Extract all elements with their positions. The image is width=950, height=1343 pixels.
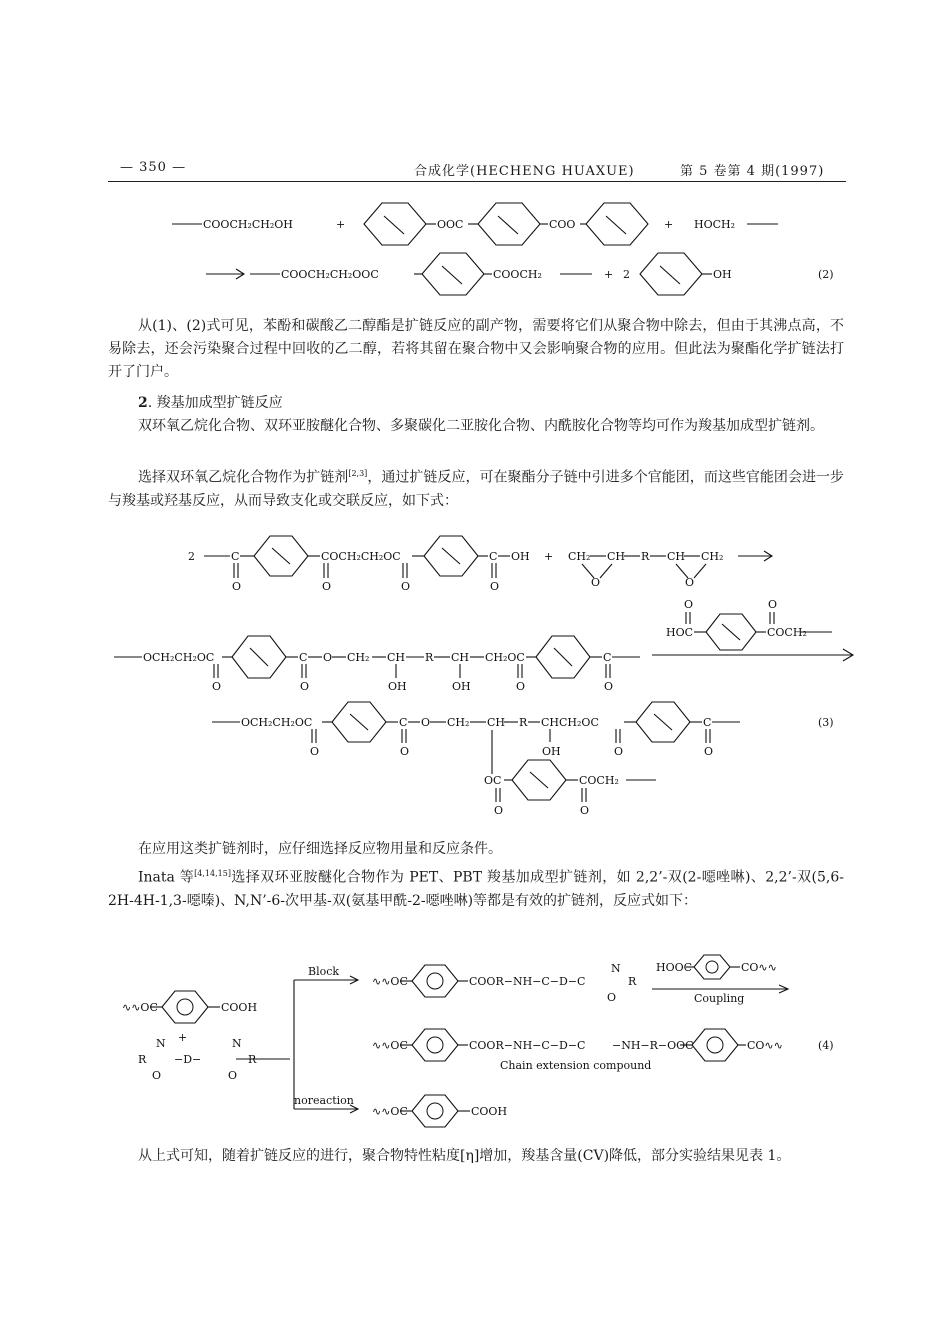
svg-text:R: R bbox=[248, 1053, 257, 1066]
svg-text:−D−: −D− bbox=[174, 1053, 202, 1066]
svg-text:OH: OH bbox=[388, 680, 407, 693]
paragraph-conditions: 在应用这类扩链剂时，应仔细选择反应物用量和反应条件。 bbox=[138, 841, 502, 857]
svg-text:COCH₂: COCH₂ bbox=[767, 626, 807, 639]
svg-text:+: + bbox=[604, 268, 614, 281]
svg-text:N: N bbox=[611, 962, 621, 975]
svg-text:O: O bbox=[607, 991, 617, 1004]
svg-text:OCH₂CH₂OC: OCH₂CH₂OC bbox=[241, 716, 313, 729]
svg-text:COOCH₂: COOCH₂ bbox=[493, 268, 542, 281]
svg-text:COCH₂CH₂OC: COCH₂CH₂OC bbox=[321, 550, 401, 563]
svg-text:COOCH₂CH₂OOC: COOCH₂CH₂OOC bbox=[281, 268, 379, 281]
svg-text:∿∿OC: ∿∿OC bbox=[372, 975, 408, 988]
svg-text:O: O bbox=[323, 651, 333, 664]
svg-text:C: C bbox=[231, 550, 240, 563]
svg-text:C: C bbox=[603, 651, 612, 664]
svg-text:O: O bbox=[401, 580, 411, 593]
svg-text:O: O bbox=[685, 576, 695, 589]
svg-text:CH: CH bbox=[607, 550, 626, 563]
svg-text:O: O bbox=[494, 804, 504, 817]
svg-text:HOCH₂: HOCH₂ bbox=[694, 218, 736, 231]
svg-text:OCH₂CH₂OC: OCH₂CH₂OC bbox=[143, 651, 215, 664]
svg-text:C: C bbox=[399, 716, 408, 729]
svg-text:C: C bbox=[489, 550, 498, 563]
paragraph-inata bbox=[108, 862, 844, 913]
paragraph-inata-text-b: 选择双环亚胺醚化合物作为 PET、PBT 羧基加成型扩链剂，如 2,2’-双(2-噁唑啉)、2,2’-双(5,6-2H-4H-1,3-噁嗪)、N,N’-6-次甲基-双(氨基甲酰-2-噁唑啉)等都是有效的扩链剂，反应式如下： bbox=[108, 869, 844, 909]
svg-text:O: O bbox=[212, 680, 222, 693]
svg-text:N: N bbox=[156, 1037, 166, 1050]
section-title: 羧基加成型扩链反应 bbox=[156, 395, 283, 411]
svg-text:O: O bbox=[604, 680, 614, 693]
svg-text:OH: OH bbox=[511, 550, 530, 563]
svg-text:Coupling: Coupling bbox=[694, 992, 745, 1005]
paragraph-epoxy bbox=[108, 462, 844, 513]
svg-text:R: R bbox=[519, 716, 528, 729]
svg-text:HOOC: HOOC bbox=[656, 961, 693, 974]
svg-text:HOC: HOC bbox=[666, 626, 694, 639]
svg-text:R: R bbox=[641, 550, 650, 563]
svg-text:CHCH₂OC: CHCH₂OC bbox=[541, 716, 599, 729]
svg-text:(4): (4) bbox=[818, 1039, 834, 1052]
paragraph-results: 从上式可知，随着扩链反应的进行，聚合物特性粘度[η]增加，羧基含量(CV)降低，部分实验结果见表 1。 bbox=[138, 1148, 791, 1164]
svg-text:+: + bbox=[336, 218, 346, 231]
svg-text:CH: CH bbox=[487, 716, 506, 729]
paragraph-extenders: 双环氧乙烷化合物、双环亚胺醚化合物、多聚碳化二亚胺化合物、内酰胺化合物等均可作为羧基加成型扩链剂。 bbox=[138, 418, 824, 434]
svg-text:O: O bbox=[300, 680, 310, 693]
svg-text:O: O bbox=[152, 1069, 162, 1082]
svg-text:+: + bbox=[544, 550, 554, 563]
svg-text:(3): (3) bbox=[818, 716, 834, 729]
svg-text:O: O bbox=[516, 680, 526, 693]
equation-3 bbox=[0, 528, 950, 828]
journal-title: 合成化学(HECHENG HUAXUE) bbox=[414, 164, 635, 179]
svg-text:CH₂: CH₂ bbox=[347, 651, 370, 664]
svg-text:CH₂: CH₂ bbox=[447, 716, 470, 729]
svg-text:COCH₂: COCH₂ bbox=[579, 774, 619, 787]
svg-text:∿∿OC: ∿∿OC bbox=[372, 1039, 408, 1052]
svg-text:O: O bbox=[322, 580, 332, 593]
paragraph-inata-text-a: Inata 等 bbox=[138, 869, 195, 886]
svg-text:COO: COO bbox=[549, 218, 576, 231]
svg-text:O: O bbox=[490, 580, 500, 593]
svg-text:−NH−R−OOC: −NH−R−OOC bbox=[612, 1039, 694, 1052]
svg-text:O: O bbox=[310, 745, 320, 758]
svg-text:CH: CH bbox=[451, 651, 470, 664]
svg-text:2: 2 bbox=[188, 550, 195, 563]
page-number: — 350 — bbox=[120, 160, 187, 175]
svg-text:O: O bbox=[768, 598, 778, 611]
paragraph-byproducts: 从(1)、(2)式可见，苯酚和碳酸乙二醇酯是扩链反应的副产物，需要将它们从聚合物中除去，但由于其沸点高，不易除去，还会污染聚合过程中回收的乙二醇，若将其留在聚合物中又会影响聚合物的应用。但此法为聚酯化学扩链法打开了门户。 bbox=[108, 318, 844, 380]
svg-text:CO∿∿: CO∿∿ bbox=[741, 961, 777, 974]
svg-text:C: C bbox=[299, 651, 308, 664]
svg-text:O: O bbox=[614, 745, 624, 758]
svg-text:N: N bbox=[232, 1037, 242, 1050]
section-number: 2 bbox=[138, 395, 148, 411]
citation-4-14-15: [4,14,15] bbox=[194, 869, 231, 878]
svg-text:OOC: OOC bbox=[437, 218, 464, 231]
svg-text:O: O bbox=[684, 598, 694, 611]
svg-text:R: R bbox=[628, 975, 637, 988]
svg-text:O: O bbox=[232, 580, 242, 593]
svg-text:O: O bbox=[591, 576, 601, 589]
svg-text:OH: OH bbox=[542, 745, 561, 758]
svg-text:R: R bbox=[138, 1053, 147, 1066]
svg-text:O: O bbox=[704, 745, 714, 758]
svg-text:COOH: COOH bbox=[221, 1001, 258, 1014]
svg-text:CO∿∿: CO∿∿ bbox=[747, 1039, 783, 1052]
svg-text:COOR−NH−C−D−C: COOR−NH−C−D−C bbox=[469, 975, 586, 988]
svg-text:Chain extension compound: Chain extension compound bbox=[500, 1059, 652, 1072]
svg-text:+: + bbox=[664, 218, 674, 231]
svg-text:OH: OH bbox=[713, 268, 732, 281]
svg-text:O: O bbox=[228, 1069, 238, 1082]
svg-text:CH: CH bbox=[667, 550, 686, 563]
citation-2-3: [2,3] bbox=[348, 469, 368, 478]
svg-text:+: + bbox=[178, 1031, 188, 1044]
svg-text:OH: OH bbox=[452, 680, 471, 693]
paragraph-epoxy-text-b: ，通过扩链反应，可在聚酯分子链中引进多个官能团，而这些官能团会进一步与羧基或羟基反应，从而导致支化或交联反应，如下式： bbox=[108, 469, 845, 509]
svg-text:CH₂OC: CH₂OC bbox=[485, 651, 525, 664]
svg-text:(2): (2) bbox=[818, 268, 834, 281]
svg-text:COOCH₂CH₂OH: COOCH₂CH₂OH bbox=[203, 218, 293, 231]
svg-text:CH: CH bbox=[387, 651, 406, 664]
section-heading: 2. 羧基加成型扩链反应 bbox=[138, 395, 283, 411]
equation-2 bbox=[0, 195, 950, 305]
svg-text:R: R bbox=[425, 651, 434, 664]
svg-text:∿∿OC: ∿∿OC bbox=[372, 1105, 408, 1118]
header-rule bbox=[108, 181, 846, 182]
svg-text:OC: OC bbox=[484, 774, 502, 787]
equation-4 bbox=[0, 955, 950, 1135]
svg-text:CH₂: CH₂ bbox=[701, 550, 724, 563]
svg-text:noreaction: noreaction bbox=[294, 1094, 354, 1107]
svg-text:O: O bbox=[421, 716, 431, 729]
svg-text:Block: Block bbox=[308, 965, 340, 978]
paragraph-epoxy-text-a: 选择双环氧乙烷化合物作为扩链剂 bbox=[138, 469, 349, 486]
svg-text:COOR−NH−C−D−C: COOR−NH−C−D−C bbox=[469, 1039, 586, 1052]
svg-text:∿∿OC: ∿∿OC bbox=[122, 1001, 158, 1014]
svg-text:C: C bbox=[703, 716, 712, 729]
svg-text:O: O bbox=[400, 745, 410, 758]
svg-text:2: 2 bbox=[623, 268, 630, 281]
svg-text:COOH: COOH bbox=[471, 1105, 508, 1118]
issue-info: 第 5 卷第 4 期(1997) bbox=[680, 164, 825, 179]
svg-text:CH₂: CH₂ bbox=[568, 550, 591, 563]
svg-text:O: O bbox=[580, 804, 590, 817]
